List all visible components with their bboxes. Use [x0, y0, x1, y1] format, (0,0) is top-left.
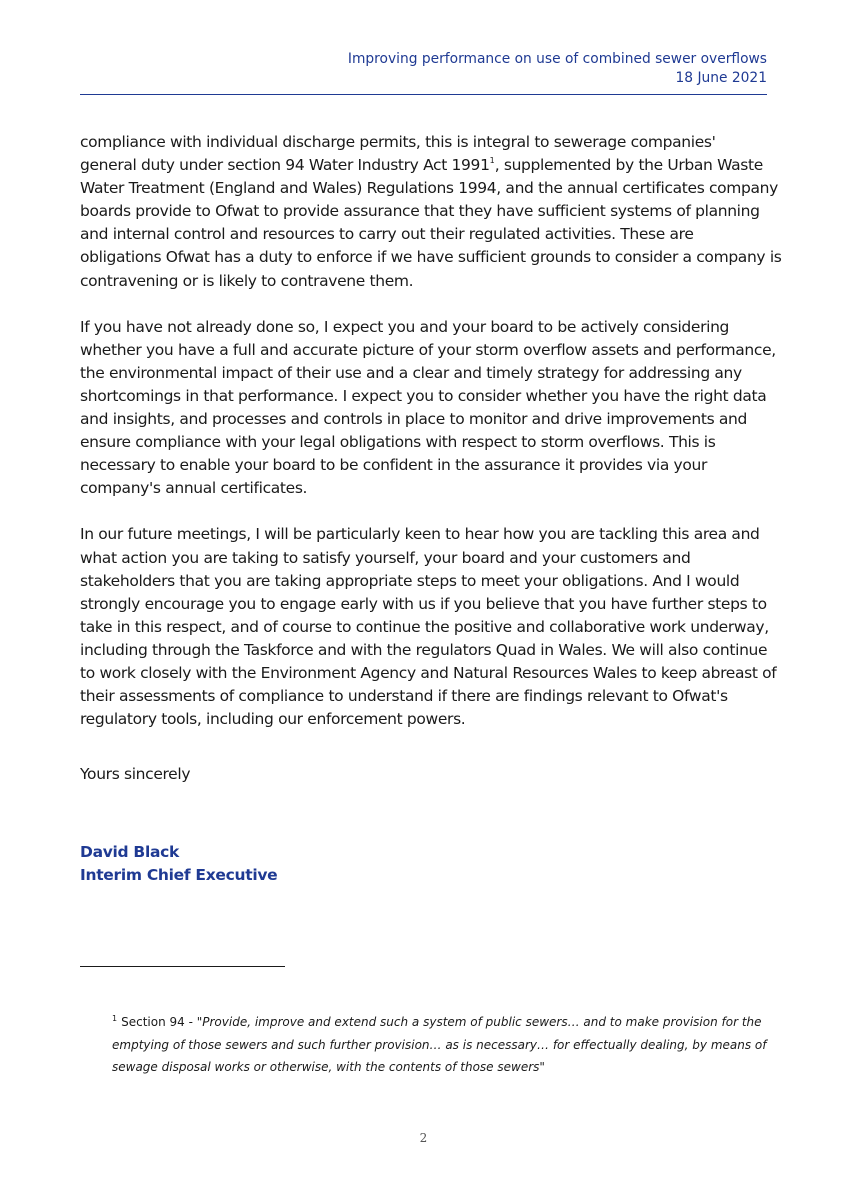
text-line: to work closely with the Environment Agency and Natural Resources Wales to keep abreast of	[80, 663, 777, 682]
text-segment: general duty under section 94 Water Industry Act 1991	[80, 156, 490, 175]
footnote-separator	[80, 966, 285, 967]
page-number: 2	[419, 1131, 428, 1145]
text-line: including through the Taskforce and with the regulators Quad in Wales. We will also continue	[80, 640, 768, 659]
text-line: and insights, and processes and controls in place to monitor and drive improvements and	[80, 410, 747, 429]
text-line: company's annual certificates.	[80, 479, 308, 498]
signature-block	[80, 841, 277, 887]
footnote-suffix: "	[539, 1060, 545, 1074]
footnote-prefix: Section 94 - "	[121, 1015, 203, 1029]
signatory-name: David Black	[80, 843, 180, 861]
text-line: compliance with individual discharge permits, this is integral to sewerage companies'	[80, 133, 716, 151]
text-line: strongly encourage you to engage early with us if you believe that you have further steps to	[80, 594, 767, 613]
text-line: their assessments of compliance to understand if there are findings relevant to Ofwat's	[80, 687, 728, 706]
footnote-quote: Provide, improve and extend such a system of public sewers… and to make provision for the	[202, 1015, 762, 1029]
text-line: stakeholders that you are taking appropriate steps to meet your obligations. And I would	[80, 571, 740, 590]
text-line: regulatory tools, including our enforcement powers.	[80, 710, 466, 729]
footnote-line	[112, 1011, 792, 1034]
text-line: If you have not already done so, I expect you and your board to be actively considering	[80, 317, 730, 336]
text-line: whether you have a full and accurate picture of your storm overflow assets and performance,	[80, 340, 776, 359]
footnote-reference: 1	[489, 156, 495, 166]
text-line: obligations Ofwat has a duty to enforce if we have sufficient grounds to consider a company is	[80, 248, 782, 267]
text-line	[80, 154, 780, 177]
paragraph-2	[80, 316, 780, 501]
footnote-line	[112, 1056, 792, 1079]
text-line: and internal control and resources to carry out their regulated activities. These are	[80, 225, 694, 244]
footnote-quote: sewage disposal works or otherwise, with the contents of those sewers	[112, 1060, 540, 1074]
footnote-quote: emptying of those sewers and such further provision… as is necessary… for effectually dealing, by means of	[112, 1037, 767, 1052]
signatory-title: Interim Chief Executive	[80, 866, 278, 884]
footnote-number: 1	[112, 1014, 118, 1023]
text-line: Water Treatment (England and Wales) Regulations 1994, and the annual certificates company	[80, 179, 778, 198]
text-line: boards provide to Ofwat to provide assurance that they have sufficient systems of planning	[80, 202, 760, 221]
closing-salutation: Yours sincerely	[80, 765, 191, 783]
text-line: the environmental impact of their use and a clear and timely strategy for addressing any	[80, 363, 742, 382]
paragraph-1	[80, 131, 780, 293]
text-line: In our future meetings, I will be particularly keen to hear how you are tackling this area and	[80, 525, 760, 544]
header-title: Improving performance on use of combined sewer overflows	[347, 51, 767, 67]
text-line: shortcomings in that performance. I expect you to consider whether you have the right data	[80, 386, 767, 405]
footnote	[112, 1011, 792, 1079]
text-line: contravening or is likely to contravene them.	[80, 271, 414, 290]
letter-body	[80, 131, 780, 754]
text-line: what action you are taking to satisfy yourself, your board and your customers and	[80, 548, 691, 567]
running-header	[80, 50, 767, 88]
text-line: ensure compliance with your legal obligations with respect to storm overflows. This is	[80, 433, 716, 452]
text-line: necessary to enable your board to be confident in the assurance it provides via your	[80, 456, 707, 475]
header-divider	[80, 94, 767, 95]
paragraph-3	[80, 523, 780, 731]
footnote-line	[112, 1034, 792, 1057]
text-segment: , supplemented by the Urban Waste	[494, 156, 763, 175]
text-line: take in this respect, and of course to continue the positive and collaborative work underway,	[80, 617, 769, 636]
header-date: 18 June 2021	[675, 70, 767, 86]
